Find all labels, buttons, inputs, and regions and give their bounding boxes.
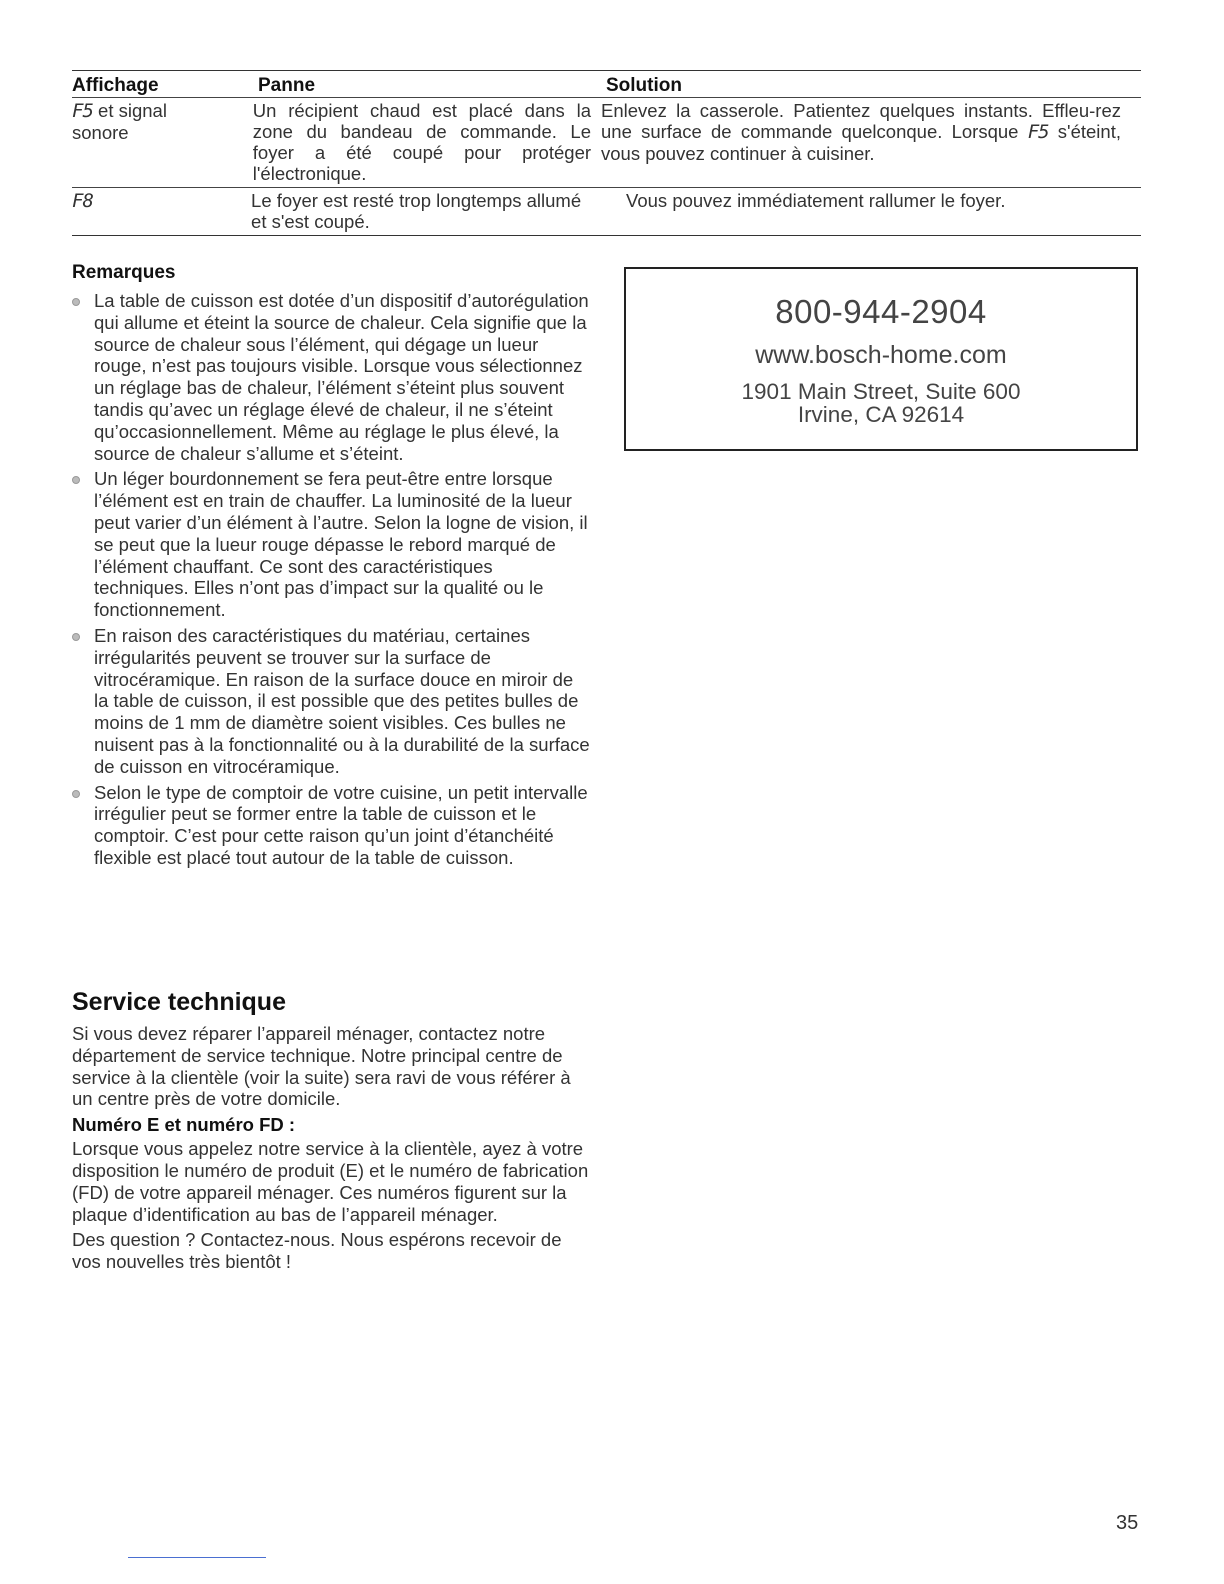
phone-number: 800-944-2904	[775, 293, 987, 330]
service-closing: Des question ? Contactez-nous. Nous espérons recevoir de vos nouvelles très bientôt !	[72, 1229, 562, 1273]
display-code: F8	[72, 190, 93, 212]
address-line-1: 1901 Main Street, Suite 600	[741, 379, 1021, 404]
bullet-icon	[72, 633, 80, 641]
fault-table	[72, 70, 1141, 236]
remark-text: Un léger bourdonnement se fera peut-être entre lorsque l’élément est en train de chauffer. La luminosité de la lueur peut varier d’un élément à l’autre. Selon la logne de vision, il se peut que la lueur rouge dépasse le rebord marqué de l’élément chauffant. Ce sont des caractéristiques techniques. Elles n’ont pas d’impact sur la qualité ou le fonctionnement.	[94, 468, 588, 621]
header-fault: Panne	[258, 75, 316, 96]
remarks-list	[72, 290, 592, 869]
solution-code: F5	[1027, 121, 1049, 143]
remark-text: Selon le type de comptoir de votre cuisine, un petit intervalle irrégulier peut se former entre la table de cuisson et le comptoir. C’est pour cette raison qu’un joint d’étanchéité flexible est placé tout autour de la table de cuisson.	[94, 781, 588, 868]
remark-text: En raison des caractéristiques du matériau, certaines irrégularités peuvent se trouver sur la surface de vitrocéramique. En raison de la surface douce en miroir de la table de cuisson, il est possible que des petites bulles de moins de 1 mm de diamètre soient visibles. Ces bulles ne nuisent pas à la fonctionnalité ou à la durabilité de la surface de cuisson en vitrocéramique.	[94, 624, 590, 777]
address-line-2: Irvine, CA 92614	[797, 402, 965, 427]
remarks-section	[72, 262, 592, 873]
service-intro: Si vous devez réparer l’appareil ménager, contactez notre département de service technique. Notre principal centre de service à la clientèle (voir la suite) sera ravi de vous référer à un centre près de votre domicile.	[72, 1023, 571, 1110]
remark-text: La table de cuisson est dotée d’un dispositif d’autorégulation qui allume et éteint la source de chaleur. Cela signifie que la source de chaleur sous l’élément, qui dégage un lueur rouge, n’est pas toujours visible. Lorsque vous sélectionnez un réglage bas de chaleur, l’élément s’éteint plus souvent tandis qu’avec un réglage élevé de chaleur, il ne s’éteint qu’occasionnellement. Même au réglage le plus élevé, la source de chaleur s’allume et s’éteint.	[94, 290, 589, 464]
fault-cell: Un récipient chaud est placé dans la zone du bandeau de commande. Le foyer a été coupé pour protéger l'électronique.	[252, 100, 592, 184]
list-item	[72, 290, 592, 464]
header-solution: Solution	[606, 75, 682, 96]
solution-cell	[626, 190, 1141, 232]
display-code: F5	[72, 100, 93, 122]
contact-box	[624, 267, 1138, 451]
bullet-icon	[72, 298, 80, 306]
page-number: 35	[1116, 1512, 1139, 1534]
service-body: Lorsque vous appelez notre service à la clientèle, ayez à votre disposition le numéro de produit (E) et le numéro de fabrication (FD) de votre appareil ménager. Ces numéros figurent sur la plaque d’identification au bas de l’appareil ménager.	[72, 1138, 589, 1225]
service-section	[72, 988, 592, 1273]
display-cell	[72, 100, 253, 184]
address	[626, 380, 1136, 426]
service-subtitle: Numéro E et numéro FD :	[72, 1114, 296, 1136]
bullet-icon	[72, 476, 80, 484]
website-link[interactable]: www.bosch-home.com	[755, 341, 1007, 369]
fault-cell: Le foyer est resté trop longtemps allumé et s'est coupé.	[251, 190, 582, 232]
solution-cell	[601, 100, 1141, 184]
service-title: Service technique	[72, 988, 286, 1016]
footer-divider	[128, 1557, 266, 1558]
solution-text-end: s'éteint, vous pouvez continuer à cuisiner.	[601, 121, 1121, 164]
solution-text: Vous pouvez immédiatement rallumer le foyer.	[626, 190, 1006, 211]
bullet-icon	[72, 790, 80, 798]
table-header-row	[72, 71, 1141, 97]
list-item	[72, 468, 592, 621]
header-display: Affichage	[72, 75, 159, 96]
table-row	[72, 187, 1141, 235]
display-suffix: et signal sonore	[72, 100, 167, 143]
solution-text: Enlevez la casserole. Patientez quelques instants. Effleu-rez une surface de commande quelconque. Lorsque	[601, 100, 1121, 142]
table-row	[72, 97, 1141, 187]
display-cell	[72, 190, 251, 232]
list-item	[72, 782, 592, 869]
list-item	[72, 625, 592, 778]
remarks-title: Remarques	[72, 262, 176, 283]
